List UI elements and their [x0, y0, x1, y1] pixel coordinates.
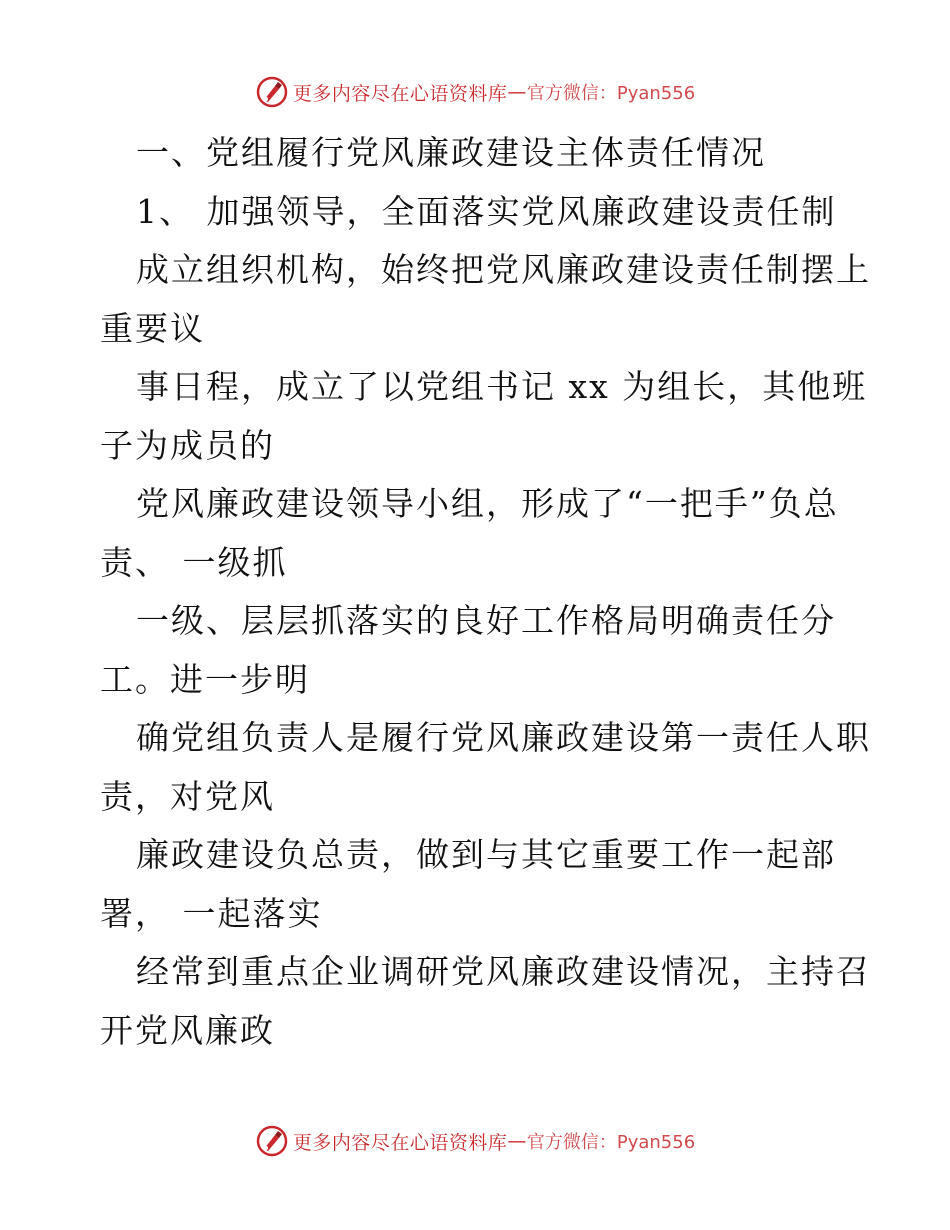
text-line: 责，对党风 [100, 776, 275, 816]
text-line: 事日程，成立了以党组书记 xx 为组长，其他班 [136, 367, 868, 406]
text-line: 一级、层层抓落实的良好工作格局明确责任分 [136, 601, 836, 640]
header-watermark [0, 72, 950, 112]
text-line: 工。进一步明 [100, 659, 310, 699]
banner-text: 更多内容尽在心语资料库 [292, 1131, 508, 1154]
pen-emblem-icon [255, 1124, 289, 1158]
text-line: 廉政建设负总责，做到与其它重要工作一起部 [136, 835, 836, 874]
text-line: 署， 一起落实 [100, 893, 323, 933]
text-line: 确党组负责人是履行党风廉政建设第一责任人职 [136, 718, 871, 757]
banner-separator: — [507, 1130, 527, 1152]
text-line: 子为成员的 [100, 425, 275, 465]
text-line: 一、党组履行党风廉政建设主体责任情况 [136, 133, 766, 172]
text-line: 1、 加强领导，全面落实党风廉政建设责任制 [136, 191, 837, 231]
pen-emblem-icon [255, 75, 289, 109]
banner-wechat: 官方微信：Pyan556 [526, 83, 696, 104]
footer-watermark [0, 1121, 950, 1161]
text-line: 重要议 [100, 308, 205, 348]
banner-wechat: 官方微信：Pyan556 [526, 1132, 696, 1153]
text-line: 经常到重点企业调研党风廉政建设情况，主持召 [136, 952, 871, 991]
text-line: 责、 一级抓 [100, 542, 288, 582]
banner-text: 更多内容尽在心语资料库 [292, 82, 508, 105]
text-line: 开党风廉政 [100, 1010, 275, 1050]
document-body [100, 124, 871, 1060]
text-line: 成立组织机构，始终把党风廉政建设责任制摆上 [136, 250, 871, 289]
text-line: 党风廉政建设领导小组，形成了“一把手”负总 [136, 484, 839, 523]
banner-separator: — [507, 81, 527, 103]
